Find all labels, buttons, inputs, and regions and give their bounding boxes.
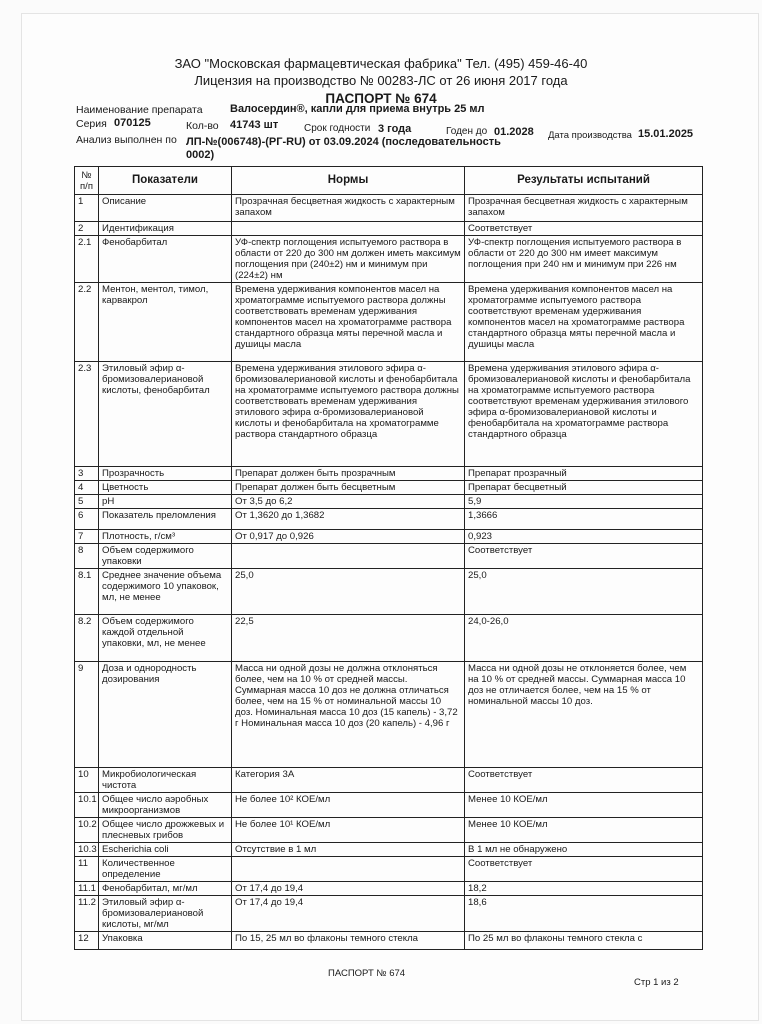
row-indicator: Доза и однородность дозирования bbox=[99, 662, 232, 768]
row-result: Препарат прозрачный bbox=[465, 467, 703, 481]
row-num: 10.3 bbox=[75, 843, 99, 857]
row-result: Прозрачная бесцветная жидкость с характерным запахом bbox=[465, 195, 703, 222]
row-num: 10.1 bbox=[75, 793, 99, 818]
row-indicator: pH bbox=[99, 495, 232, 509]
row-indicator: Ментон, ментол, тимол, карвакрол bbox=[99, 283, 232, 362]
row-indicator: Плотность, г/см³ bbox=[99, 530, 232, 544]
row-indicator: Фенобарбитал bbox=[99, 236, 232, 283]
row-result: Масса ни одной дозы не отклоняется более, чем на 10 % от средней массы. Суммарная масса 10 доз не отличается более, чем на 15 % от номинальной массы 10 доз. bbox=[465, 662, 703, 768]
col-header-indicator: Показатели bbox=[99, 167, 232, 195]
table-row bbox=[75, 882, 703, 896]
row-indicator: Прозрачность bbox=[99, 467, 232, 481]
row-result: 1,3666 bbox=[465, 509, 703, 530]
series-value: 070125 bbox=[114, 117, 151, 129]
row-norm: Препарат должен быть прозрачным bbox=[232, 467, 465, 481]
row-norm: Не более 10² КОЕ/мл bbox=[232, 793, 465, 818]
product-label: Наименование препарата bbox=[76, 104, 203, 116]
table-row bbox=[75, 236, 703, 283]
table-row bbox=[75, 857, 703, 882]
row-result: В 1 мл не обнаружено bbox=[465, 843, 703, 857]
valid-label: Годен до bbox=[446, 126, 488, 137]
row-indicator: Escherichia coli bbox=[99, 843, 232, 857]
row-result: Времена удерживания этилового эфира α-бромизовалериановой кислоты и фенобарбитала на хроматограмме испытуемого раствора соответствуют временам удерживания этилового эфира α-бромизовалериановой кислоты и фенобарбитала на хроматограмме раствора стандартного образца bbox=[465, 362, 703, 467]
row-indicator: Этиловый эфир α-бромизовалериановой кислоты, фенобарбитал bbox=[99, 362, 232, 467]
passport-table bbox=[74, 166, 703, 950]
row-result: По 25 мл во флаконы темного стекла с bbox=[465, 932, 703, 950]
row-num: 2.1 bbox=[75, 236, 99, 283]
row-num: 1 bbox=[75, 195, 99, 222]
prod-date-value: 15.01.2025 bbox=[638, 128, 694, 140]
row-norm: От 0,917 до 0,926 bbox=[232, 530, 465, 544]
table-row bbox=[75, 818, 703, 843]
license-line: Лицензия на производство № 00283-ЛС от 26 июня 2017 года bbox=[194, 73, 568, 88]
row-norm: По 15, 25 мл во флаконы темного стекла bbox=[232, 932, 465, 950]
row-norm: Прозрачная бесцветная жидкость с характерным запахом bbox=[232, 195, 465, 222]
row-result: 0,923 bbox=[465, 530, 703, 544]
row-num: 2 bbox=[75, 222, 99, 236]
row-indicator: Цветность bbox=[99, 481, 232, 495]
row-norm: Препарат должен быть бесцветным bbox=[232, 481, 465, 495]
footer-passport: ПАСПОРТ № 674 bbox=[328, 968, 406, 979]
table-row bbox=[75, 481, 703, 495]
table-row bbox=[75, 222, 703, 236]
table-row bbox=[75, 544, 703, 569]
row-result: 18,6 bbox=[465, 896, 703, 932]
row-norm: Времена удерживания компонентов масел на хроматограмме испытуемого раствора должны соответствовать временам удерживания компонентов масел на хроматограмме раствора стандартного образца мяты перечной масла и душицы масла bbox=[232, 283, 465, 362]
row-norm: От 17,4 до 19,4 bbox=[232, 882, 465, 896]
row-result: Менее 10 КОЕ/мл bbox=[465, 818, 703, 843]
col-header-num: № п/п bbox=[75, 167, 99, 195]
row-result: 18,2 bbox=[465, 882, 703, 896]
table-row bbox=[75, 467, 703, 481]
table-row bbox=[75, 530, 703, 544]
row-indicator: Среднее значение объема содержимого 10 упаковок, мл, не менее bbox=[99, 569, 232, 615]
row-result: 5,9 bbox=[465, 495, 703, 509]
row-num: 10.2 bbox=[75, 818, 99, 843]
row-norm: Отсутствие в 1 мл bbox=[232, 843, 465, 857]
row-num: 11.1 bbox=[75, 882, 99, 896]
footer-page: Стр 1 из 2 bbox=[634, 977, 679, 988]
row-result: 24,0-26,0 bbox=[465, 615, 703, 662]
table-row bbox=[75, 495, 703, 509]
row-num: 4 bbox=[75, 481, 99, 495]
table-row bbox=[75, 509, 703, 530]
analysis-value: ЛП-№(006748)-(РГ-RU) от 03.09.2024 (последовательность 0002) bbox=[186, 136, 501, 161]
table-row bbox=[75, 569, 703, 615]
company-line: ЗАО "Московская фармацевтическая фабрика" Тел. (495) 459-46-40 bbox=[174, 56, 588, 71]
row-indicator: Объем содержимого каждой отдельной упаковки, мл, не менее bbox=[99, 615, 232, 662]
row-result: Соответствует bbox=[465, 857, 703, 882]
col-header-results: Результаты испытаний bbox=[465, 167, 703, 195]
row-indicator: Идентификация bbox=[99, 222, 232, 236]
row-norm bbox=[232, 857, 465, 882]
row-indicator: Этиловый эфир α-бромизовалериановой кислоты, мг/мл bbox=[99, 896, 232, 932]
shelf-label: Срок годности bbox=[304, 123, 371, 134]
table-row bbox=[75, 362, 703, 467]
row-indicator: Объем содержимого упаковки bbox=[99, 544, 232, 569]
col-header-norms: Нормы bbox=[232, 167, 465, 195]
table-row bbox=[75, 662, 703, 768]
qty-label: Кол-во bbox=[186, 120, 219, 132]
table-row bbox=[75, 843, 703, 857]
series-label: Серия bbox=[76, 118, 107, 130]
row-norm: От 17,4 до 19,4 bbox=[232, 896, 465, 932]
row-result: Соответствует bbox=[465, 222, 703, 236]
row-indicator: Показатель преломления bbox=[99, 509, 232, 530]
row-result: 25,0 bbox=[465, 569, 703, 615]
row-num: 8.1 bbox=[75, 569, 99, 615]
product-value: Валосердин®, капли для приема внутрь 25 мл bbox=[230, 103, 485, 115]
row-result: Менее 10 КОЕ/мл bbox=[465, 793, 703, 818]
row-num: 8 bbox=[75, 544, 99, 569]
row-norm: От 3,5 до 6,2 bbox=[232, 495, 465, 509]
table-row bbox=[75, 932, 703, 950]
row-num: 2.3 bbox=[75, 362, 99, 467]
table-header-row bbox=[75, 167, 703, 195]
row-result: УФ-спектр поглощения испытуемого раствора в области от 220 до 300 нм имеет максимум поглощения при 240 нм и минимум при 226 нм bbox=[465, 236, 703, 283]
row-norm: 25,0 bbox=[232, 569, 465, 615]
row-norm: Категория 3А bbox=[232, 768, 465, 793]
row-num: 5 bbox=[75, 495, 99, 509]
row-num: 2.2 bbox=[75, 283, 99, 362]
shelf-value: 3 года bbox=[378, 123, 412, 135]
analysis-label: Анализ выполнен по bbox=[76, 134, 177, 146]
row-num: 9 bbox=[75, 662, 99, 768]
row-norm bbox=[232, 222, 465, 236]
qty-value: 41743 шт bbox=[230, 119, 279, 131]
row-indicator: Описание bbox=[99, 195, 232, 222]
prod-date-label: Дата производства bbox=[548, 130, 632, 141]
table-row bbox=[75, 615, 703, 662]
row-num: 7 bbox=[75, 530, 99, 544]
row-norm: Времена удерживания этилового эфира α-бромизовалериановой кислоты и фенобарбитала на хроматограмме испытуемого раствора должны соответствовать временам удерживания этилового эфира α-бромизовалериановой кислоты и фенобарбитала на хроматограмме раствора стандартного образца bbox=[232, 362, 465, 467]
table-row bbox=[75, 283, 703, 362]
row-indicator: Общее число дрожжевых и плесневых грибов bbox=[99, 818, 232, 843]
row-indicator: Упаковка bbox=[99, 932, 232, 950]
row-norm: Масса ни одной дозы не должна отклоняться более, чем на 10 % от средней массы. Суммарная масса 10 доз не должна отличаться более, чем на 15 % от номинальной массы 10 доз. Номинальная масса 10 доз (15 капель) - 3,72 г Номинальная масса 10 доз (20 капель) - 4,96 г bbox=[232, 662, 465, 768]
row-result: Соответствует bbox=[465, 544, 703, 569]
row-norm: От 1,3620 до 1,3682 bbox=[232, 509, 465, 530]
passport-title: ПАСПОРТ № 674 bbox=[325, 91, 437, 106]
row-result: Соответствует bbox=[465, 768, 703, 793]
row-num: 11.2 bbox=[75, 896, 99, 932]
row-indicator: Количественное определение bbox=[99, 857, 232, 882]
row-indicator: Микробиологическая чистота bbox=[99, 768, 232, 793]
row-indicator: Общее число аэробных микроорганизмов bbox=[99, 793, 232, 818]
table-row bbox=[75, 768, 703, 793]
row-num: 6 bbox=[75, 509, 99, 530]
row-norm bbox=[232, 544, 465, 569]
row-num: 10 bbox=[75, 768, 99, 793]
row-num: 12 bbox=[75, 932, 99, 950]
table-row bbox=[75, 793, 703, 818]
row-num: 3 bbox=[75, 467, 99, 481]
table-row bbox=[75, 896, 703, 932]
row-norm: 22,5 bbox=[232, 615, 465, 662]
row-result: Времена удерживания компонентов масел на хроматограмме испытуемого раствора соответствуют временам удерживания компонентов масел на хроматограмме раствора стандартного образца мяты перечной масла и душицы масла bbox=[465, 283, 703, 362]
table-row bbox=[75, 195, 703, 222]
valid-value: 01.2028 bbox=[494, 126, 534, 138]
row-result: Препарат бесцветный bbox=[465, 481, 703, 495]
row-norm: Не более 10¹ КОЕ/мл bbox=[232, 818, 465, 843]
row-num: 8.2 bbox=[75, 615, 99, 662]
row-indicator: Фенобарбитал, мг/мл bbox=[99, 882, 232, 896]
row-num: 11 bbox=[75, 857, 99, 882]
row-norm: УФ-спектр поглощения испытуемого раствора в области от 220 до 300 нм должен иметь максимум поглощения при (240±2) нм и минимум при (224±2) нм bbox=[232, 236, 465, 283]
